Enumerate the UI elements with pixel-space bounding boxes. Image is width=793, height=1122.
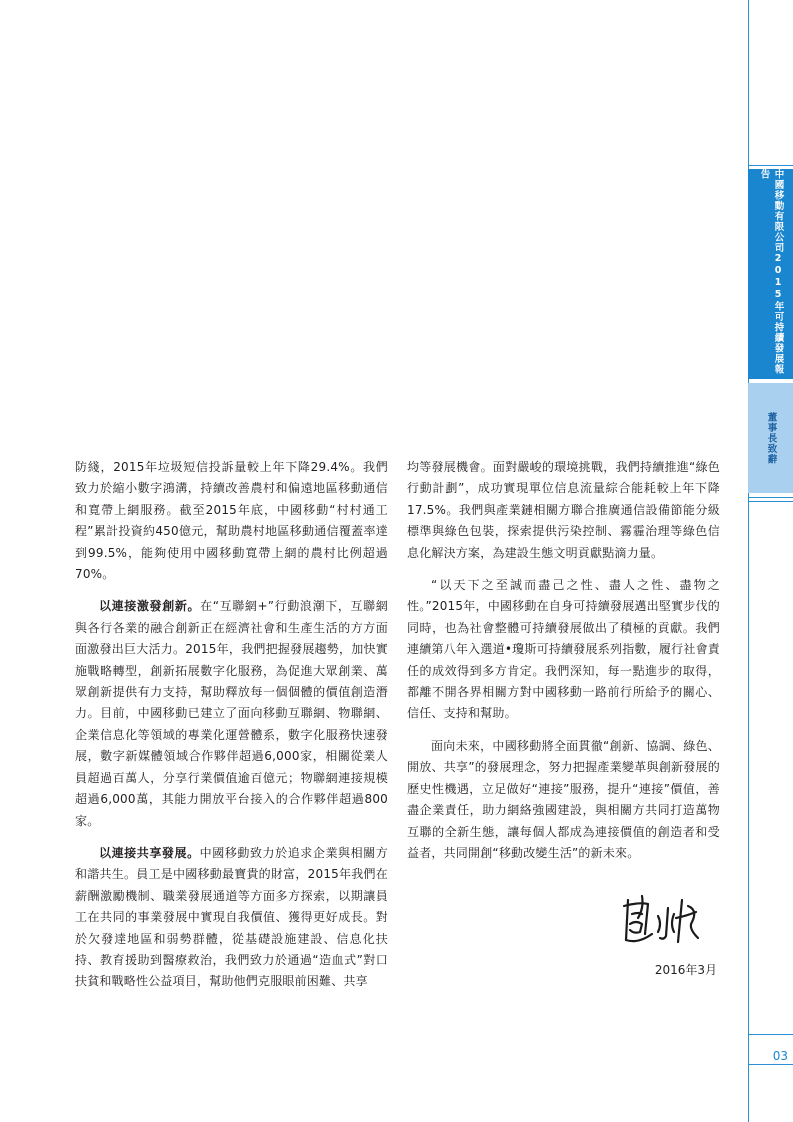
sidebar-rule — [748, 497, 793, 498]
paragraph-shared-development-text: 中國移動致力於追求企業與相關方和諧共生。員工是中國移動最寶貴的財富，2015年我們在薪酬激勵機制、職業發展通道等方面多方探索，以期讓員工在共同的事業發展中實現自我價值、獲得更好成長。對於欠發達地區和弱勢群體，從基礎設施建設、信息化扶持、教育援助到醫療救治，我們致力於通過“造血式”對口扶貧和戰略性公益項目，幫助他們克服眼前困難、共享 — [75, 845, 388, 989]
heading-shared-development: 以連接共享發展。 — [99, 845, 200, 860]
page-number: 03 — [772, 1049, 788, 1063]
sidebar-rule — [748, 165, 793, 166]
paragraph-future-outlook: 面向未來，中國移動將全面貫徹“創新、協調、綠色、開放、共享”的發展理念，努力把握產業變革與創新發展的歷史性機遇，立足做好“連接”服務，提升“連接”價值，善盡企業責任，助力網絡強國建設，與相關方共同打造萬物互聯的全新生態，讓每個人都成為連接價值的創造者和受益者，共同開創“移動改變生活”的新未來。 — [407, 738, 720, 860]
report-title: 中國移動有限公司2015年可持續發展報告 — [758, 169, 784, 375]
chairman-signature — [618, 888, 718, 948]
paragraph-shared-development — [75, 843, 388, 993]
section-label: 董事長致辭 — [765, 411, 777, 465]
paragraph-green-action: 均等發展機會。面對嚴峻的環境挑戰，我們持續推進“綠色行動計劃”，成功實現單位信息流量綜合能耗較上年下降17.5%。我們與產業鏈相關方聯合推廣通信設備節能分級標準與綠色包裝，探索提供污染控制、霧霾治理等綠色信息化解決方案，為建設生態文明貢獻點滴力量。 — [407, 460, 720, 560]
paragraph-anti-spam: 防綫，2015年垃圾短信投訴量較上年下降29.4%。我們致力於縮小數字鴻溝，持續改善農村和偏遠地區移動通信和寬帶上網服務。截至2015年底，中國移動“村村通工程”累計投資約450億元，幫助農村地區移動通信覆蓋率達到99.5%，能夠使用中國移動寬帶上網的農村比例超過70%。 — [75, 460, 388, 582]
right-column — [407, 457, 720, 875]
sidebar-rule — [748, 1034, 793, 1035]
paragraph-innovation-text: 在“互聯網+”行動浪潮下，互聯網與各行各業的融合創新正在經濟社會和生產生活的方方面面激發出巨大活力。2015年，我們把握發展趨勢，加快實施戰略轉型，創新拓展數字化服務，為促進大眾創業、萬眾創新提供有力支持，幫助釋放每一個個體的價值創造潛力。目前，中國移動已建立了面向移動互聯網、物聯網、企業信息化等領域的專業化運營體系，數字化服務快速發展，數字新媒體領域合作夥伴超過6,000家，相關從業人員超過百萬人，分享行業價值逾百億元；物聯網連接規模超過6,000萬，其能力開放平台接入的合作夥伴超過800家。 — [75, 599, 388, 828]
paragraph-sustainability-recognition: “以天下之至誠而盡己之性、盡人之性、盡物之性。”2015年，中國移動在自身可持續發展邁出堅實步伐的同時，也為社會整體可持續發展做出了積極的貢獻。我們連續第八年入選道•瓊斯可持續發展系列指數，履行社會責任的成效得到多方肯定。我們深知，每一點進步的取得，都離不開各界相關方對中國移動一路前行所給予的關心、信任、支持和幫助。 — [407, 578, 720, 721]
signature-date: 2016年3月 — [654, 963, 717, 977]
left-column — [75, 457, 388, 1004]
sidebar-rule — [748, 1064, 793, 1065]
heading-innovation: 以連接激發創新。 — [99, 599, 201, 614]
paragraph-innovation — [75, 596, 388, 831]
sidebar-rule — [748, 501, 793, 502]
